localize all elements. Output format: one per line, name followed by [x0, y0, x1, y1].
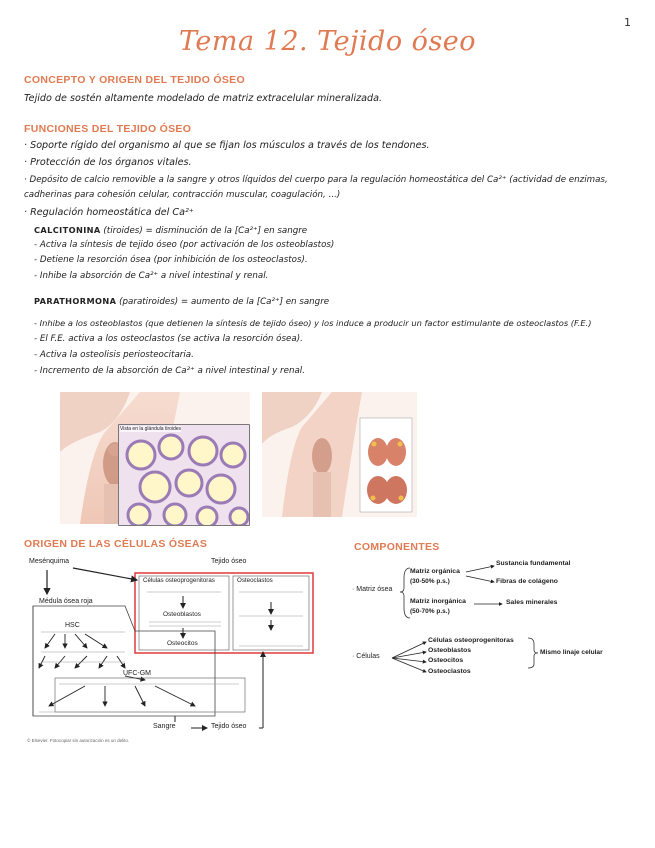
parathormona-item: - Incremento de la absorción de Ca²⁺ a nivel intestinal y renal. — [34, 366, 305, 376]
histology-caption: Vista en la glándula tiroides — [120, 426, 182, 432]
diagram-hsc: HSC — [65, 622, 80, 629]
thyroid-illustration-right — [262, 392, 417, 517]
parathormona-item: - El F.E. activa a los osteoclastos (se activa la resorción ósea). — [34, 334, 303, 344]
mismo-linaje: Mismo linaje celular — [540, 649, 603, 656]
sustancia-fundamental: Sustancia fundamental — [496, 560, 571, 567]
components-diagram-lines — [344, 558, 634, 686]
cell-type: Osteocitos — [428, 657, 464, 664]
parathormona-desc: (paratiroides) = aumento de la [Ca²⁺] en sangre — [116, 297, 330, 307]
section-heading-funciones: FUNCIONES DEL TEJIDO ÓSEO — [24, 123, 192, 135]
page-title: Tema 12. Tejido óseo — [178, 26, 477, 57]
calcitonina-item: - Activa la síntesis de tejido óseo (por activación de los osteoblastos) — [34, 240, 335, 250]
matriz-organica-pct: (30-50% p.s.) — [410, 578, 450, 585]
cell-type: Osteoclastos — [428, 668, 471, 675]
histology-inset — [118, 424, 250, 526]
calcitonina-item: - Detiene la resorción ósea (por inhibición de los osteoclastos). — [34, 255, 308, 265]
page-number: 1 — [624, 16, 631, 29]
bone-cells-origin-diagram — [25, 556, 317, 746]
diagram-mesenquima: Mesénquima — [29, 558, 70, 565]
fibras-colageno: Fibras de colágeno — [496, 578, 558, 585]
calcitonina-desc: (tiroides) = disminución de la [Ca²⁺] en sangre — [100, 226, 308, 236]
componente-celulas: · Células — [352, 653, 380, 660]
parathormona-line — [34, 296, 329, 307]
cell-type: Osteoblastos — [428, 647, 472, 654]
diagram-cel-osteoprogenitoras: Células osteoprogenitoras — [143, 577, 215, 584]
funcion-item: · Depósito de calcio removible a la sangre y otros líquidos del cuerpo para la regulación homeostática del Ca²⁺ (actividad de enzimas, — [24, 175, 608, 185]
calcitonina-item: - Inhibe la absorción de Ca²⁺ a nivel intestinal y renal. — [34, 271, 269, 281]
diagram-tejido-oseo-2: Tejido óseo — [211, 723, 247, 730]
section-heading-origen: ORIGEN DE LAS CÉLULAS ÓSEAS — [24, 538, 208, 550]
thyroid-follicles-drawing — [119, 425, 249, 525]
diagram-medula: Médula ósea roja — [39, 598, 93, 605]
concepto-text: Tejido de sostén altamente modelado de matriz extracelular mineralizada. — [24, 93, 383, 104]
funcion-item: · Protección de los órganos vitales. — [24, 157, 192, 168]
parathormona-item: - Activa la osteolisis periosteocitaria. — [34, 350, 194, 360]
diagram-osteoblastos: Osteoblastos — [163, 611, 201, 618]
components-diagram — [344, 558, 634, 686]
cell-type: Células osteoprogenitoras — [428, 637, 514, 644]
matriz-organica: Matriz orgánica — [410, 568, 460, 575]
funcion-item: cadherinas para cohesión celular, contracción muscular, coagulación, ...) — [24, 190, 341, 200]
calcitonina-label: CALCITONINA — [34, 225, 101, 235]
diagram-osteoclastos: Osteoclastos — [237, 577, 273, 584]
funcion-item: · Soporte rígido del organismo al que se fijan los músculos a través de los tendones. — [24, 140, 430, 151]
matriz-inorganica-pct: (50-70% p.s.) — [410, 608, 450, 615]
calcitonina-line — [34, 225, 307, 236]
diagram-osteocitos: Osteocitos — [167, 640, 198, 647]
componente-matriz-osea: · Matriz ósea — [352, 586, 393, 593]
section-heading-concepto: CONCEPTO Y ORIGEN DEL TEJIDO ÓSEO — [24, 74, 245, 86]
diagram-tejido-oseo: Tejido óseo — [211, 558, 247, 565]
diagram-footer: © Elsevier. Fotocopiar sin autorización es un delito. — [27, 738, 130, 743]
sales-minerales: Sales minerales — [506, 599, 558, 606]
parathyroid-neck-drawing — [262, 392, 417, 517]
funcion-item: · Regulación homeostática del Ca²⁺ — [24, 207, 194, 218]
diagram-sangre: Sangre — [153, 723, 176, 730]
parathormona-item: - Inhibe a los osteoblastos (que detienen la síntesis de tejido óseo) y los induce a producir un factor estimulante de osteoclastos (F.E.) — [34, 318, 592, 328]
parathormona-label: PARATHORMONA — [34, 296, 117, 306]
matriz-inorganica: Matriz inorgánica — [410, 598, 466, 605]
origin-diagram-lines — [25, 556, 317, 746]
diagram-ufc-gm: UFC-GM — [123, 670, 151, 677]
section-heading-componentes: COMPONENTES — [354, 541, 440, 553]
